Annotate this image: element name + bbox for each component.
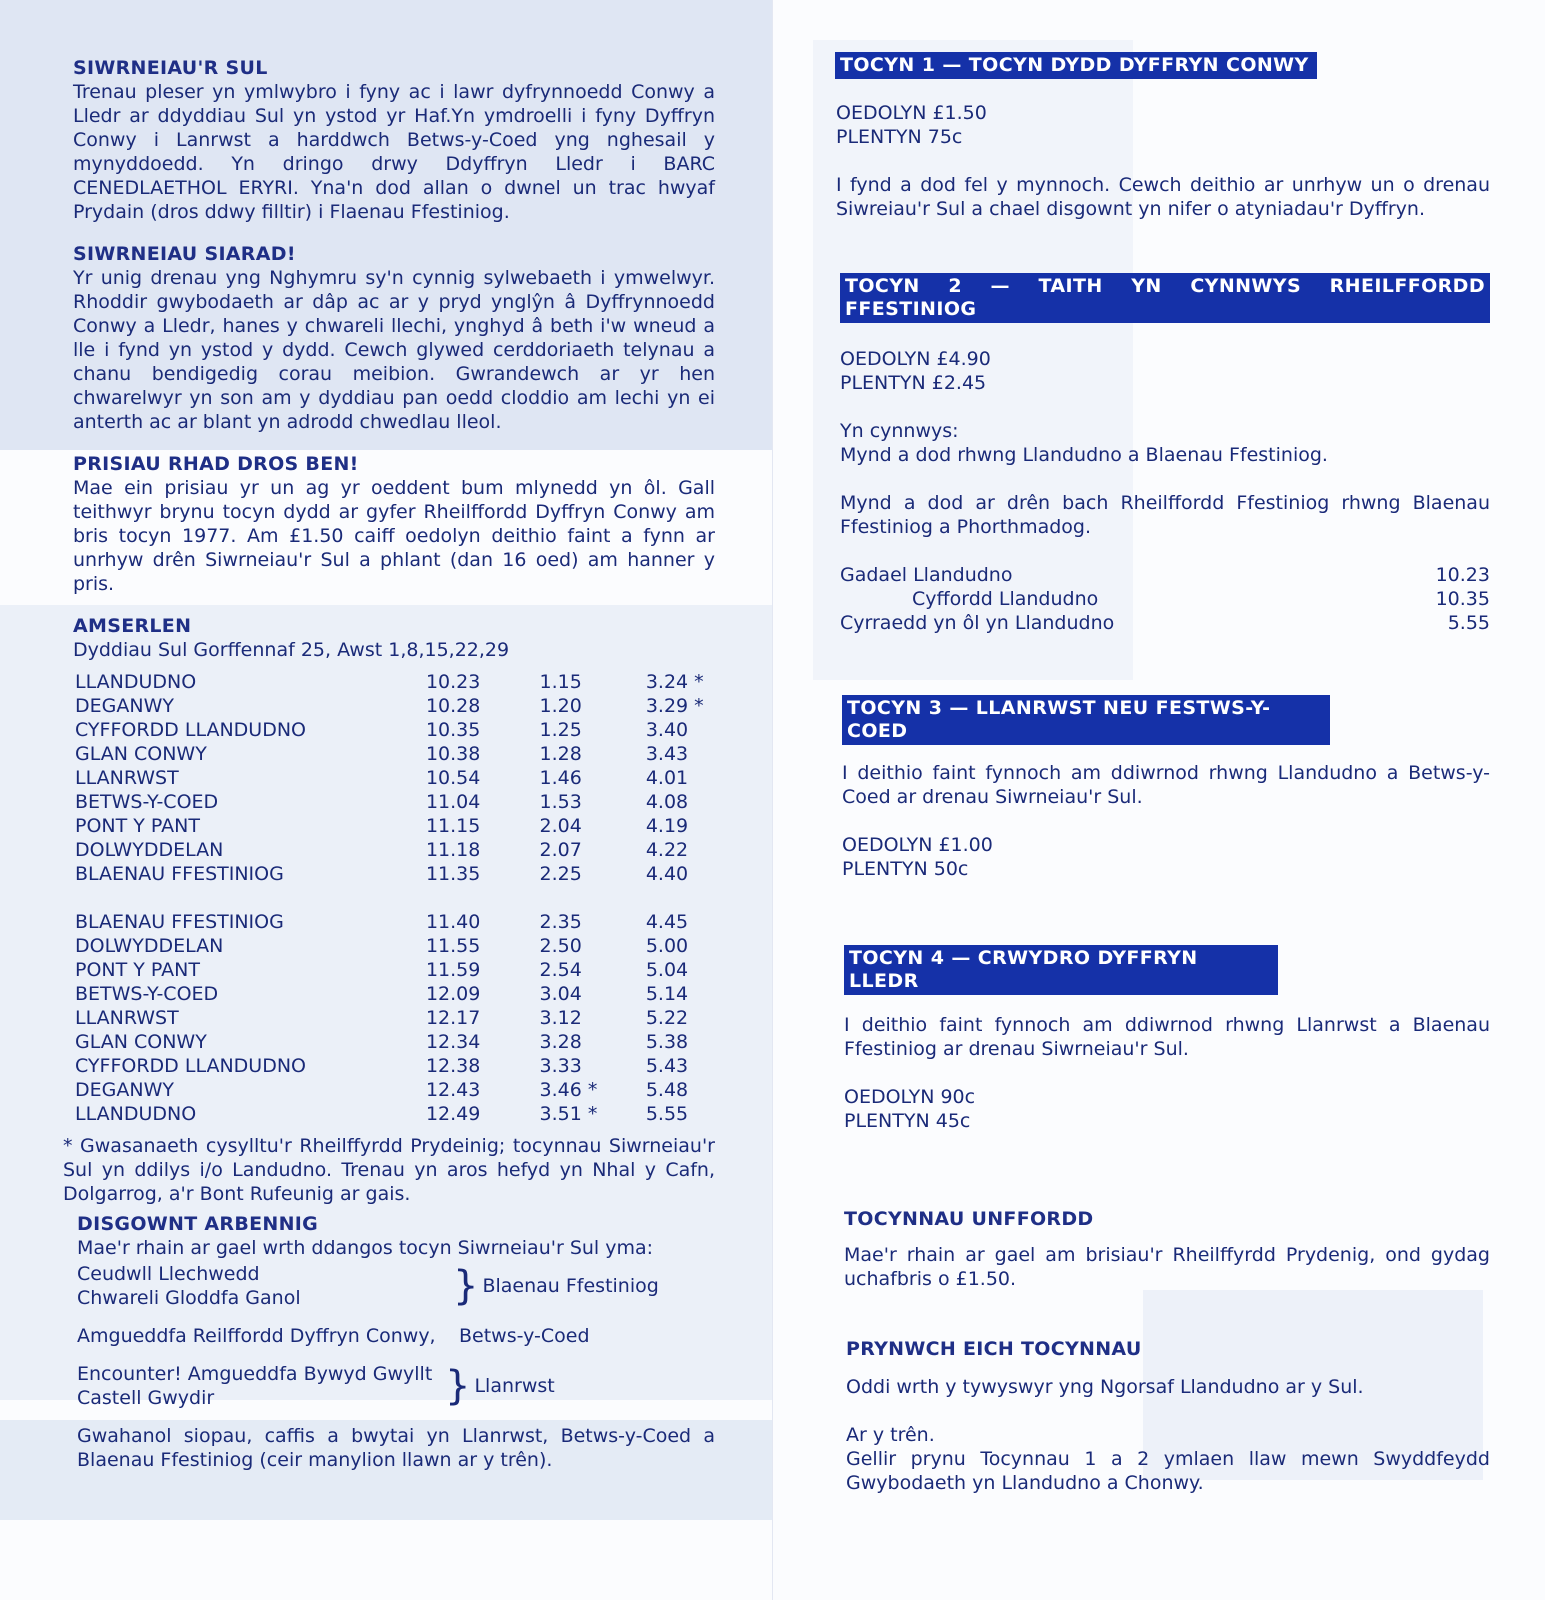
ticket-time-value: 5.55 <box>1447 612 1490 634</box>
timetable-row <box>75 694 715 718</box>
station-name: DEGANWY <box>75 695 174 717</box>
discount-place: Blaenau Ffestiniog <box>482 1275 659 1297</box>
timetable-row <box>75 790 715 814</box>
departure-time: 3.24 * <box>645 671 704 693</box>
ticket-title-bar: TOCYN 4 — CRWYDRO DYFFRYN LLEDR <box>844 945 1278 995</box>
section-siwrneiau-sul <box>73 56 715 224</box>
section-body: Mae'r rhain ar gael am brisiau'r Rheilffyrdd Prydenig, ond gydag uchafbris o £1.50. <box>844 1244 1490 1290</box>
right-column <box>836 52 1490 1495</box>
departure-time: 3.43 <box>645 743 689 765</box>
departure-time: 5.04 <box>645 959 689 981</box>
departure-time: 1.20 <box>539 695 582 717</box>
section-body: Ar y trên. <box>846 1424 935 1446</box>
ticket-3 <box>836 695 1490 881</box>
ticket-title-bar: TOCYN 3 — LLANRWST NEU FESTWS-Y-COED <box>842 695 1330 745</box>
brace-symbol: } <box>445 1363 471 1409</box>
departure-time: 11.59 <box>425 959 481 981</box>
ticket-body: I deithio faint fynnoch am ddiwrnod rhwng Llandudno a Betws-y-Coed ar drenau Siwrneiau'r Sul. <box>842 762 1490 808</box>
departure-time: 5.00 <box>645 935 689 957</box>
station-name: CYFFORDD LLANDUDNO <box>75 719 307 741</box>
departure-time: 11.35 <box>425 863 481 885</box>
section-title: AMSERLEN <box>73 615 192 637</box>
left-column <box>63 56 715 1490</box>
ticket-body: I fynd a dod fel y mynnoch. Cewch deithio ar unrhyw un o drenau Siwreiau'r Sul a chael disgownt yn nifer o atyniadau'r Dyffryn. <box>836 174 1490 220</box>
ticket-body: I deithio faint fynnoch am ddiwrnod rhwng Llanrwst a Blaenau Ffestiniog ar drenau Siwrneiau'r Sul. <box>844 1014 1490 1060</box>
timetable-row <box>75 1006 715 1030</box>
discount-item: Castell Gwydir <box>77 1387 215 1409</box>
station-name: LLANRWST <box>75 767 179 789</box>
timetable-row <box>75 862 715 886</box>
departure-time: 3.33 <box>539 1055 582 1077</box>
brace-symbol: } <box>453 1263 479 1309</box>
section-unffordd <box>844 1207 1490 1291</box>
discount-item: Encounter! Amgueddfa Bywyd Gwyllt <box>77 1363 433 1385</box>
station-name: GLAN CONWY <box>75 743 207 765</box>
ticket-time-label: Gadael Llandudno <box>840 564 1013 586</box>
station-name: BLAENAU FFESTINIOG <box>75 911 284 933</box>
timetable-dates: Dyddiau Sul Gorffennaf 25, Awst 1,8,15,22,29 <box>73 639 510 661</box>
station-name: LLANDUDNO <box>75 671 197 693</box>
section-prynwch <box>846 1337 1490 1495</box>
discount-intro: Mae'r rhain ar gael wrth ddangos tocyn Siwrneiau'r Sul yma: <box>77 1237 654 1259</box>
section-title: DISGOWNT ARBENNIG <box>77 1213 319 1235</box>
ticket-time-label: Cyrraedd yn ôl yn Llandudno <box>840 612 1115 634</box>
section-title: TOCYNNAU UNFFORDD <box>844 1208 1094 1230</box>
departure-time: 4.19 <box>645 815 689 837</box>
discount-item: Amgueddfa Reilffordd Dyffryn Conwy, <box>77 1325 436 1347</box>
departure-time: 1.53 <box>539 791 582 813</box>
station-name: LLANDUDNO <box>75 1103 197 1125</box>
discount-closing: Gwahanol siopau, caffis a bwytai yn Llanrwst, Betws-y-Coed a Blaenau Ffestiniog (ceir manylion llawn ar y trên). <box>77 1425 715 1471</box>
departure-time: 3.29 * <box>645 695 704 717</box>
ticket-time-row <box>840 563 1490 587</box>
departure-time: 5.38 <box>645 1031 689 1053</box>
station-name: DOLWYDDELAN <box>75 839 224 861</box>
section-disgownt <box>77 1212 715 1472</box>
fare-child: PLENTYN 45c <box>844 1110 971 1132</box>
station-name: BETWS-Y-COED <box>75 983 219 1005</box>
section-body: Yr unig drenau yng Nghymru sy'n cynnig sylwebaeth i ymwelwyr. Rhoddir gwybodaeth ar dâp ac ar y pryd ynglŷn â Dyffrynnoedd Conwy a Lledr, hanes y chwareli llechi, ynghyd â beth i'w wneud a lle i fynd yn ystod y dydd. Cewch glywed cerddoriaeth telynau a chanu bendigedig corau meibion. Gwrandewch ar yr hen chwarelwyr yn son am y dyddiau pan oedd cloddio am lechi yn ei anterth ac ar blant yn adrodd chwedlau lleol. <box>73 267 715 433</box>
timetable-row <box>75 910 715 934</box>
timetable-row <box>75 838 715 862</box>
section-body: Gellir prynu Tocynnau 1 a 2 ymlaen llaw mewn Swyddfeydd Gwybodaeth yn Llandudno a Chonwy. <box>846 1448 1490 1494</box>
ticket-time-value: 10.23 <box>1435 564 1490 586</box>
timetable-footnote: * Gwasanaeth cysylltu'r Rheilffyrdd Prydeinig; tocynnau Siwrneiau'r Sul yn ddilys i/o Landudno. Trenau yn aros hefyd yn Nhal y Cafn, Dolgarrog, a'r Bont Rufeunig ar gais. <box>63 1135 715 1205</box>
ticket-2 <box>836 273 1490 635</box>
station-name: PONT Y PANT <box>75 815 200 837</box>
section-title: SIWRNEIAU'R SUL <box>73 57 268 79</box>
timetable-row <box>75 1030 715 1054</box>
departure-time: 4.45 <box>645 911 689 933</box>
ticket-time-value: 10.35 <box>1435 588 1490 610</box>
ticket-1 <box>836 52 1490 221</box>
section-body: Mae ein prisiau yr un ag yr oeddent bum mlynedd yn ôl. Gall teithwyr brynu tocyn dydd ar gyfer Rheilffordd Dyffryn Conwy am bris tocyn 1977. Am £1.50 caiff oedolyn deithio faint a fynn ar unrhyw drên Siwrneiau'r Sul a phlant (dan 16 oed) am hanner y pris. <box>73 477 715 595</box>
departure-time: 12.43 <box>425 1079 481 1101</box>
station-name: CYFFORDD LLANDUDNO <box>75 1055 307 1077</box>
departure-time: 2.54 <box>539 959 582 981</box>
departure-time: 11.15 <box>425 815 481 837</box>
station-name: PONT Y PANT <box>75 959 200 981</box>
departure-time: 11.18 <box>425 839 481 861</box>
section-amserlen <box>63 614 715 1206</box>
section-title: PRISIAU RHAD DROS BEN! <box>73 453 359 475</box>
departure-time: 5.43 <box>645 1055 689 1077</box>
fare-adult: OEDOLYN £1.00 <box>842 834 993 856</box>
timetable-row <box>75 934 715 958</box>
departure-time: 10.35 <box>425 719 481 741</box>
timetable-row <box>75 1102 715 1126</box>
departure-time: 12.49 <box>425 1103 481 1125</box>
departure-time: 2.04 <box>539 815 582 837</box>
fare-child: PLENTYN 75c <box>836 126 963 148</box>
departure-time: 10.28 <box>425 695 481 717</box>
departure-time: 10.54 <box>425 767 481 789</box>
ticket-title-bar: TOCYN 1 — TOCYN DYDD DYFFRYN CONWY <box>835 52 1317 79</box>
departure-time: 3.51 * <box>539 1103 598 1125</box>
fare-child: PLENTYN 50c <box>842 858 969 880</box>
departure-time: 4.01 <box>645 767 689 789</box>
section-body: Trenau pleser yn ymlwybro i fyny ac i lawr dyfrynnoedd Conwy a Lledr ar ddyddiau Sul yn ystod yr Haf.Yn ymdroelli i fyny Dyffryn Conwy i Lanrwst a harddwch Betws-y-Coed yng nghesail y mynyddoedd. Yn dringo drwy Ddyffryn Lledr i BARC CENEDLAETHOL ERYRI. Yna'n dod allan o dwnel un trac hwyaf Prydain (dros ddwy filltir) i Flaenau Ffestiniog. <box>73 81 715 223</box>
section-siwrneiau-siarad <box>73 242 715 434</box>
fare-adult: OEDOLYN £1.50 <box>836 102 987 124</box>
discount-place: Llanrwst <box>474 1375 555 1397</box>
timetable-gap <box>75 886 715 910</box>
fare-adult: OEDOLYN £4.90 <box>840 348 991 370</box>
departure-time: 3.40 <box>645 719 689 741</box>
departure-time: 12.09 <box>425 983 481 1005</box>
station-name: BLAENAU FFESTINIOG <box>75 863 284 885</box>
includes-item: Mynd a dod rhwng Llandudno a Blaenau Ffestiniog. <box>840 444 1328 466</box>
departure-time: 3.04 <box>539 983 582 1005</box>
includes-item: Mynd a dod ar drên bach Rheilffordd Ffestiniog rhwng Blaenau Ffestiniog a Phorthmadog. <box>840 492 1490 538</box>
departure-time: 4.40 <box>645 863 689 885</box>
discount-group <box>77 1362 715 1410</box>
timetable-row <box>75 742 715 766</box>
departure-time: 12.34 <box>425 1031 481 1053</box>
departure-time: 2.50 <box>539 935 582 957</box>
departure-time: 5.48 <box>645 1079 689 1101</box>
departure-time: 12.17 <box>425 1007 481 1029</box>
timetable-row <box>75 718 715 742</box>
timetable-row <box>75 958 715 982</box>
departure-time: 1.15 <box>539 671 582 693</box>
timetable-row <box>75 670 715 694</box>
departure-time: 4.08 <box>645 791 689 813</box>
station-name: DEGANWY <box>75 1079 174 1101</box>
departure-time: 11.55 <box>425 935 481 957</box>
departure-time: 12.38 <box>425 1055 481 1077</box>
timetable-row <box>75 982 715 1006</box>
section-prisiau-rhad <box>73 452 715 596</box>
departure-time: 10.23 <box>425 671 481 693</box>
ticket-4 <box>836 945 1490 1133</box>
departure-time: 4.22 <box>645 839 689 861</box>
ticket-times <box>840 563 1490 635</box>
section-body: Oddi wrth y tywyswyr yng Ngorsaf Llandudno ar y Sul. <box>846 1376 1364 1398</box>
departure-time: 11.40 <box>425 911 481 933</box>
discount-item: Ceudwll Llechwedd <box>77 1263 260 1285</box>
departure-time: 11.04 <box>425 791 481 813</box>
timetable <box>75 670 715 1126</box>
departure-time: 2.25 <box>539 863 582 885</box>
departure-time: 10.38 <box>425 743 481 765</box>
departure-time: 1.28 <box>539 743 582 765</box>
fare-adult: OEDOLYN 90c <box>844 1086 976 1108</box>
departure-time: 3.28 <box>539 1031 582 1053</box>
ticket-time-row <box>840 587 1490 611</box>
section-title: SIWRNEIAU SIARAD! <box>73 243 296 265</box>
ticket-time-label: Cyffordd Llandudno <box>912 588 1099 610</box>
departure-time: 1.25 <box>539 719 582 741</box>
discount-line <box>77 1324 715 1348</box>
ticket-time-row <box>840 611 1490 635</box>
timetable-row <box>75 1054 715 1078</box>
timetable-row <box>75 1078 715 1102</box>
departure-time: 1.46 <box>539 767 582 789</box>
departure-time: 5.55 <box>645 1103 689 1125</box>
discount-place: Betws-y-Coed <box>459 1325 590 1347</box>
discount-group <box>77 1262 715 1310</box>
station-name: GLAN CONWY <box>75 1031 207 1053</box>
departure-time: 5.22 <box>645 1007 689 1029</box>
departure-time: 3.12 <box>539 1007 582 1029</box>
discount-item: Chwareli Gloddfa Ganol <box>77 1287 301 1309</box>
departure-time: 2.07 <box>539 839 582 861</box>
includes-label: Yn cynnwys: <box>840 420 959 442</box>
ticket-title-bar: TOCYN 2 — TAITH YN CYNNWYS RHEILFFORDD FFESTINIOG <box>840 273 1490 323</box>
station-name: DOLWYDDELAN <box>75 935 224 957</box>
departure-time: 3.46 * <box>539 1079 598 1101</box>
departure-time: 2.35 <box>539 911 582 933</box>
station-name: BETWS-Y-COED <box>75 791 219 813</box>
departure-time: 5.14 <box>645 983 689 1005</box>
section-title: PRYNWCH EICH TOCYNNAU <box>846 1338 1142 1360</box>
timetable-row <box>75 814 715 838</box>
timetable-row <box>75 766 715 790</box>
station-name: LLANRWST <box>75 1007 179 1029</box>
fare-child: PLENTYN £2.45 <box>840 372 987 394</box>
